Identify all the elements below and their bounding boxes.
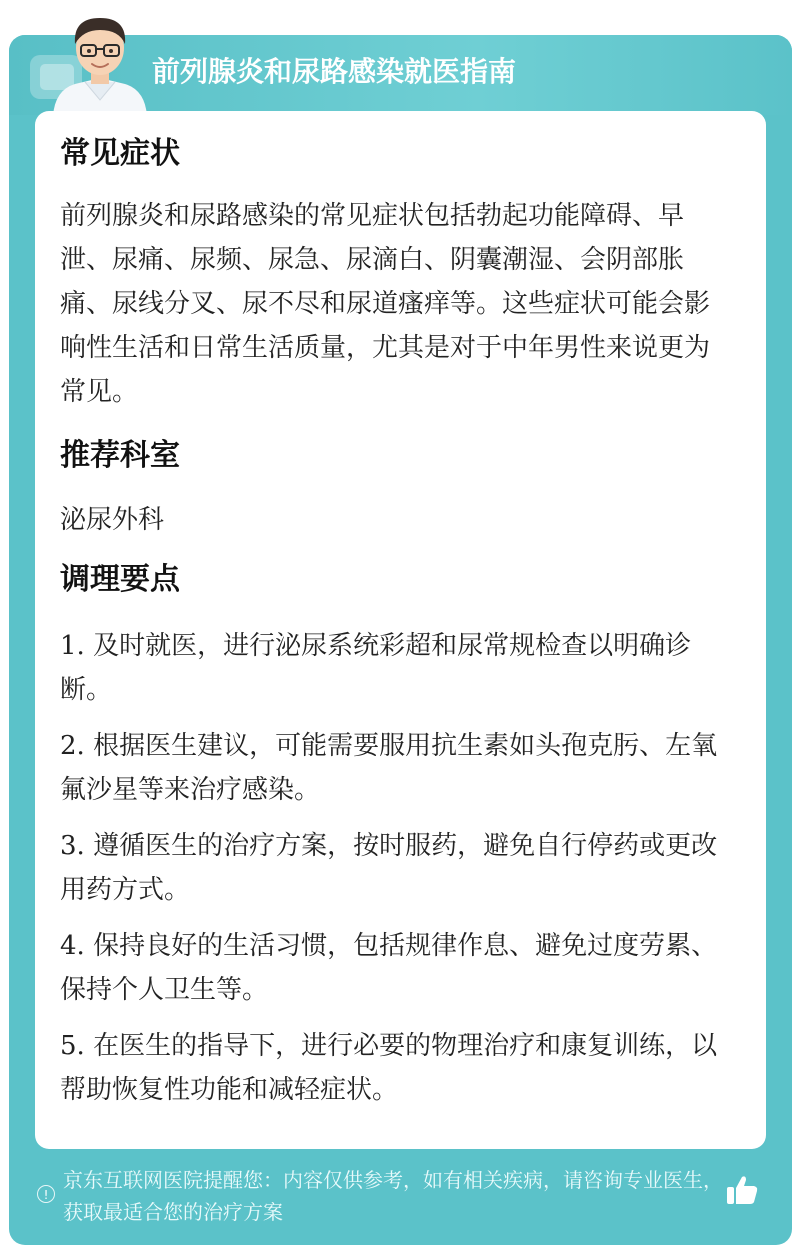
content-body bbox=[60, 130, 730, 1112]
list-item: 5. 在医生的指导下，进行必要的物理治疗和康复训练，以帮助恢复性功能和减轻症状。 bbox=[60, 1031, 718, 1105]
department-text: 泌尿外科 bbox=[60, 505, 165, 535]
department-heading: 推荐科室 bbox=[60, 438, 180, 473]
list-item: 4. 保持良好的生活习惯，包括规律作息、避免过度劳累、保持个人卫生等。 bbox=[60, 931, 718, 1005]
info-icon: ! bbox=[37, 1185, 55, 1203]
list-item: 3. 遵循医生的治疗方案，按时服药，避免自行停药或更改用药方式。 bbox=[60, 831, 718, 905]
thumbs-up-icon[interactable] bbox=[724, 1172, 760, 1208]
care-heading: 调理要点 bbox=[60, 562, 180, 597]
symptoms-heading: 常见症状 bbox=[60, 136, 180, 171]
page-title: 前列腺炎和尿路感染就医指南 bbox=[152, 55, 517, 88]
list-item: 2. 根据医生建议，可能需要服用抗生素如头孢克肟、左氧氟沙星等来治疗感染。 bbox=[60, 731, 718, 805]
disclaimer-text: 京东互联网医院提醒您：内容仅供参考，如有相关疾病，请咨询专业医生，获取最适合您的治疗方案 bbox=[63, 1168, 723, 1224]
doctor-avatar bbox=[45, 8, 155, 116]
list-item: 1. 及时就医，进行泌尿系统彩超和尿常规检查以明确诊断。 bbox=[60, 631, 692, 705]
symptoms-text: 前列腺炎和尿路感染的常见症状包括勃起功能障碍、早泄、尿痛、尿频、尿急、尿滴白、阴囊潮湿、会阴部胀痛、尿线分叉、尿不尽和尿道瘙痒等。这些症状可能会影响性生活和日常生活质量，尤其是对于中年男性来说更为常见。 bbox=[60, 201, 711, 407]
